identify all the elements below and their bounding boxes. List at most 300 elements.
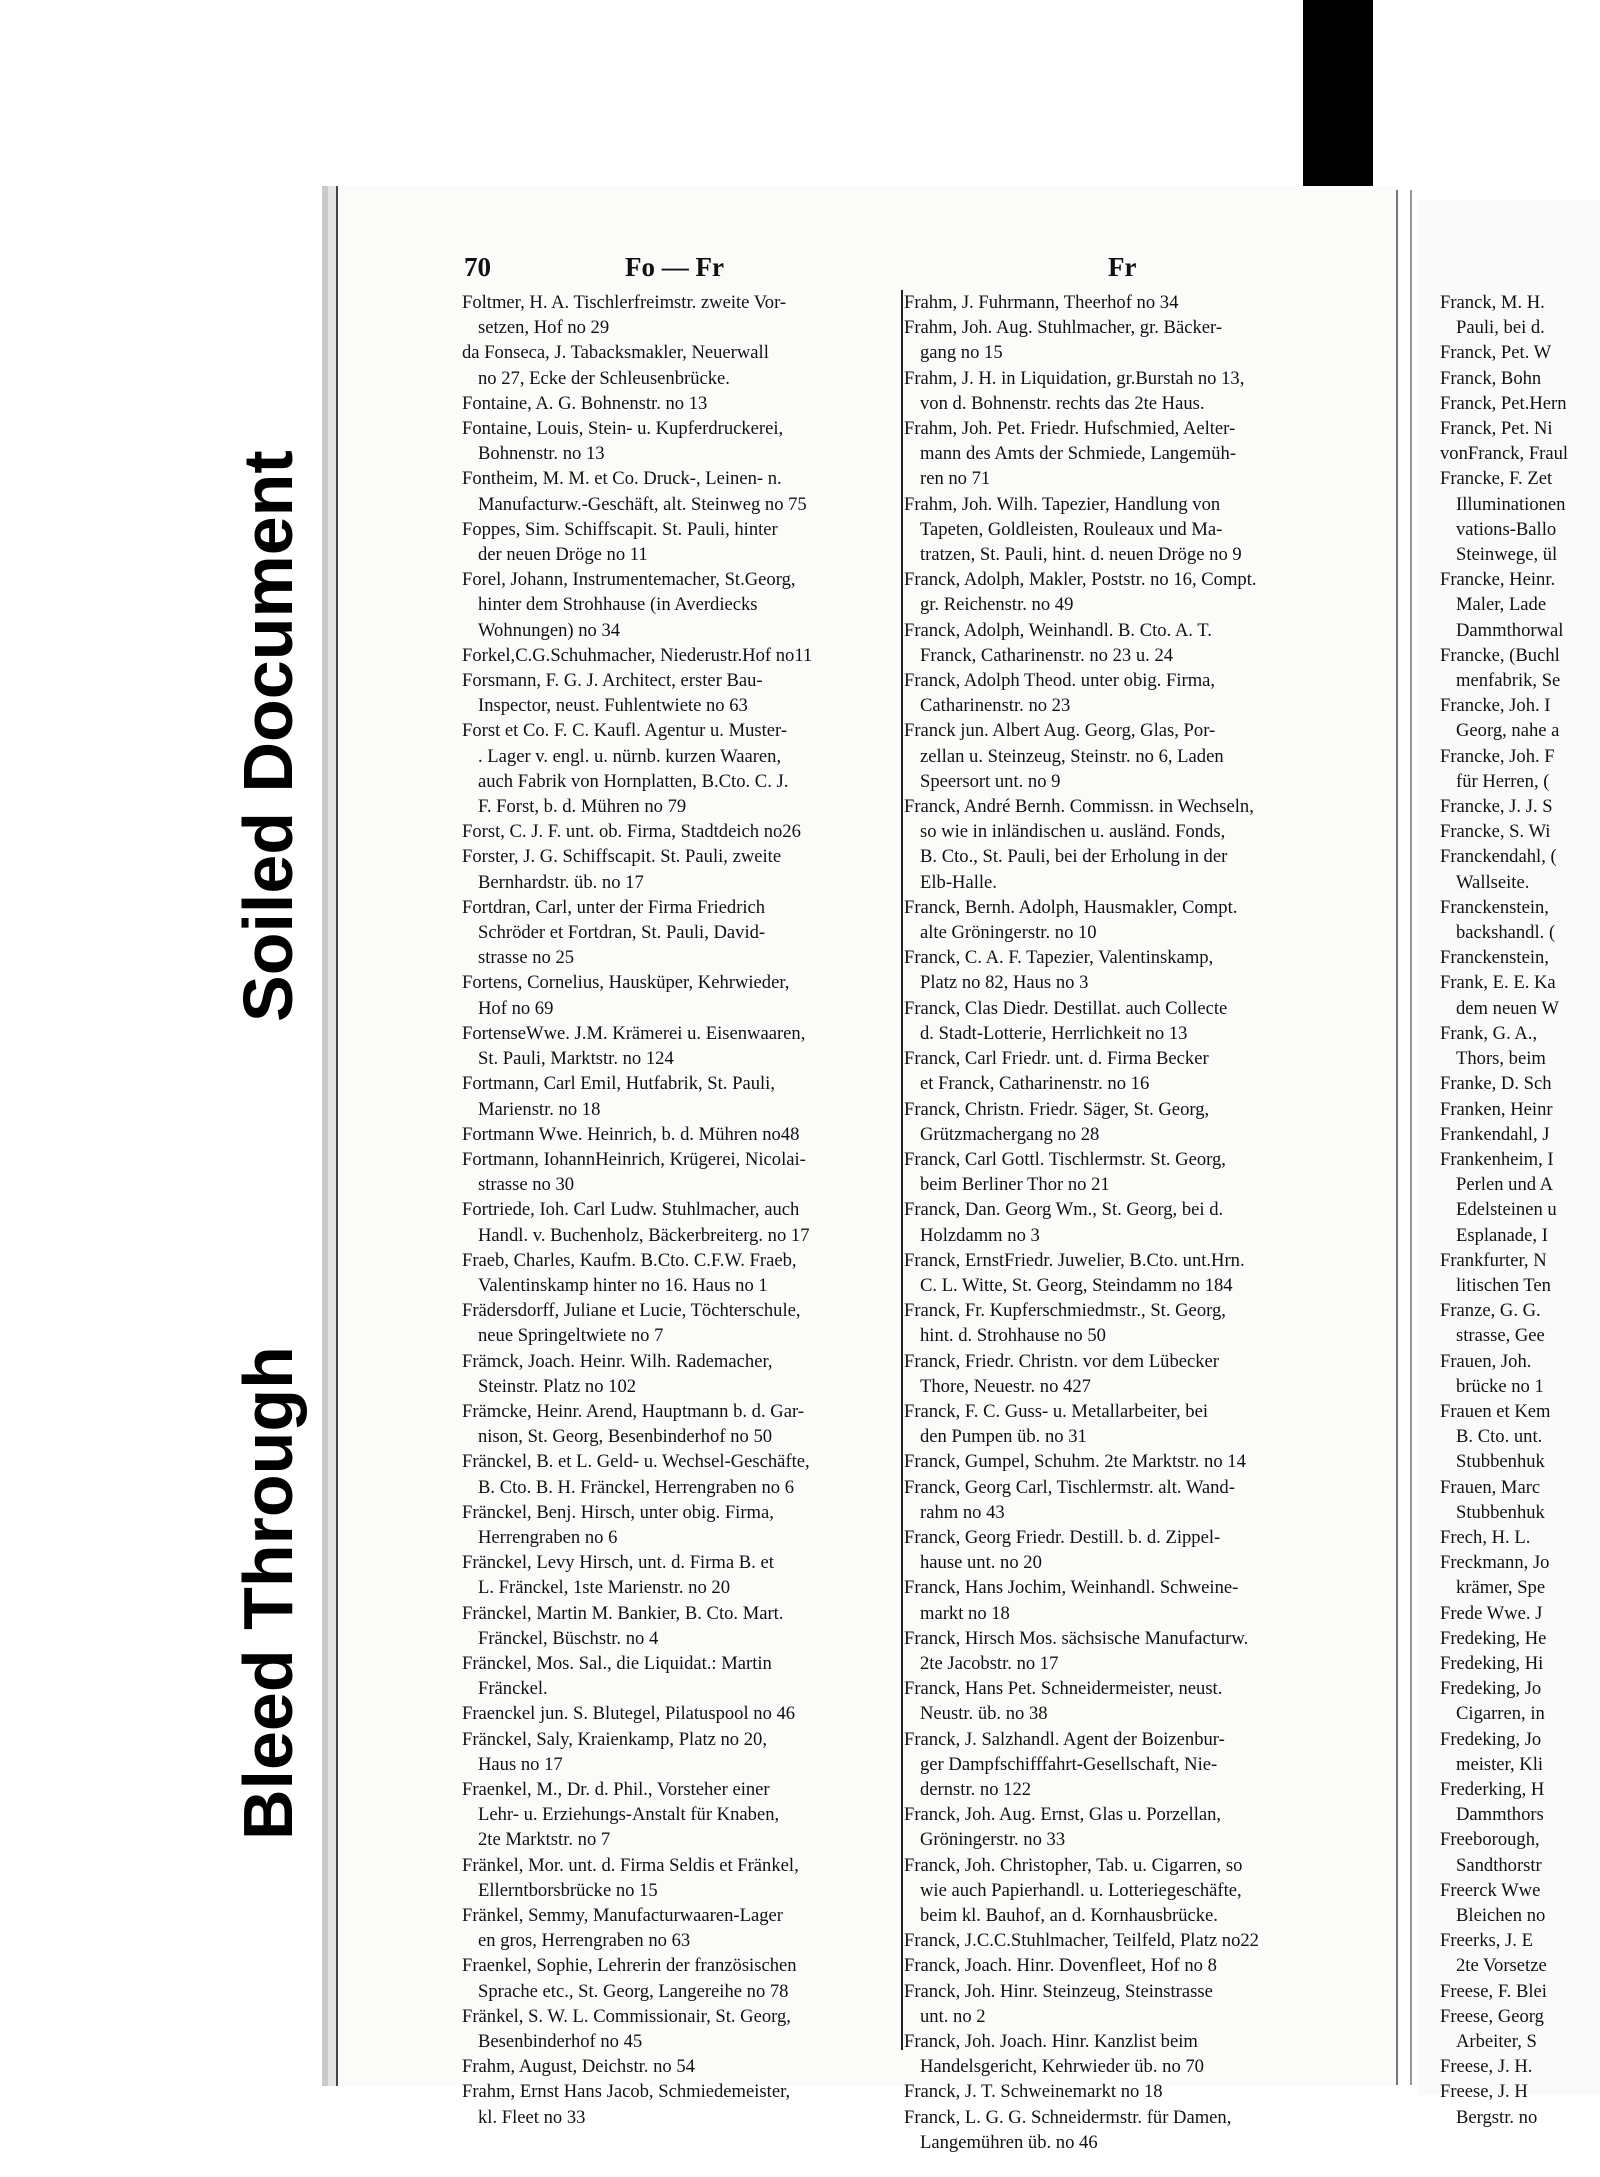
entry-line: Franck, André Bernh. Commissn. in Wechseln, <box>904 796 1254 818</box>
directory-entry <box>904 618 1356 668</box>
entry-continuation-line: Fränckel, Büschstr. no 4 <box>478 1627 659 1649</box>
partial-entry-line: Thors, beim <box>1456 1048 1546 1070</box>
directory-entry <box>904 1928 1356 1953</box>
entry-continuation-line: Handl. v. Buchenholz, Bäckerbreiterg. no 17 <box>478 1224 810 1246</box>
partial-entry-line: Perlen und A <box>1456 1174 1554 1196</box>
partial-entry-line: Franck, Pet.Hern <box>1440 392 1567 414</box>
partial-entry-line: Freese, F. Blei <box>1440 1980 1547 2002</box>
entry-continuation-line: Thore, Neuestr. no 427 <box>920 1375 1091 1397</box>
right-running-head: Fr <box>1108 252 1137 282</box>
partial-entry-line: Francke, J. J. S <box>1440 796 1553 818</box>
entry-line: Franck, ErnstFriedr. Juwelier, B.Cto. unt.Hrn. <box>904 1249 1245 1271</box>
directory-entry <box>904 718 1356 794</box>
partial-entry-line: Dammthors <box>1456 1804 1544 1826</box>
entry-line: Franck, L. G. G. Schneidermstr. für Damen, <box>904 2106 1232 2128</box>
entry-line: Franck jun. Albert Aug. Georg, Glas, Por- <box>904 720 1216 742</box>
soiled-label-box <box>208 420 327 1032</box>
entry-continuation-line: Speersort unt. no 9 <box>920 770 1061 792</box>
directory-entry <box>462 643 900 668</box>
entry-line: Franck, Adolph, Makler, Poststr. no 16, Compt. <box>904 569 1257 591</box>
entry-line: Franck, Georg Carl, Tischlermstr. alt. Wand- <box>904 1476 1235 1498</box>
directory-entry <box>462 1701 900 1726</box>
entry-continuation-line: Fränckel. <box>478 1678 548 1700</box>
entry-line: Frahm, Joh. Pet. Friedr. Hufschmied, Aelter- <box>904 418 1236 440</box>
partial-entry-line: backshandl. ( <box>1456 922 1556 944</box>
entry-line: Forsmann, F. G. J. Architect, erster Bau- <box>462 670 763 692</box>
partial-entry-line: Freese, J. H. <box>1440 2056 1533 2078</box>
entry-line: Fortmann Wwe. Heinrich, b. d. Mühren no48 <box>462 1123 800 1145</box>
page-number: 70 <box>464 252 491 282</box>
entry-line: Forst, C. J. F. unt. ob. Firma, Stadtdeich no26 <box>462 821 801 843</box>
directory-entry <box>904 1097 1356 1147</box>
directory-entry <box>904 290 1356 315</box>
entry-line: Franck, Adolph Theod. unter obig. Firma, <box>904 670 1216 692</box>
directory-entry <box>462 416 900 466</box>
left-running-head: Fo — Fr <box>625 252 724 282</box>
partial-entry-line: Georg, nahe a <box>1456 720 1560 742</box>
partial-entry-line: Frank, G. A., <box>1440 1022 1538 1044</box>
partial-entry-line: für Herren, ( <box>1456 770 1550 792</box>
partial-entry-line: vations-Ballo <box>1456 518 1557 540</box>
entry-continuation-line: Herrengraben no 6 <box>478 1526 618 1548</box>
directory-entry <box>904 492 1356 568</box>
entry-continuation-line: gr. Reichenstr. no 49 <box>920 594 1074 616</box>
partial-entry-line: Frauen, Joh. <box>1440 1350 1532 1372</box>
partial-entry-line: meister, Kli <box>1456 1753 1544 1775</box>
directory-entry <box>462 844 900 894</box>
directory-entry <box>462 2054 900 2079</box>
directory-entry <box>904 1727 1356 1803</box>
entry-line: Foppes, Sim. Schiffscapit. St. Pauli, hinter <box>462 518 778 540</box>
entry-line: Forkel,C.G.Schuhmacher, Niederustr.Hof no11 <box>462 644 813 666</box>
entry-line: Franck, Dan. Georg Wm., St. Georg, bei d. <box>904 1199 1224 1221</box>
entry-continuation-line: Tapeten, Goldleisten, Rouleaux und Ma- <box>920 518 1223 540</box>
partial-entry-line: Bleichen no <box>1456 1905 1546 1926</box>
directory-entry <box>462 1071 900 1121</box>
entry-line: Fränckel, Mos. Sal., die Liquidat.: Martin <box>462 1652 772 1674</box>
directory-entry <box>462 466 900 516</box>
entry-continuation-line: hinter dem Strohhause (in Averdiecks <box>478 594 758 616</box>
entry-line: Fränkel, Mor. unt. d. Firma Seldis et Fränkel, <box>462 1854 799 1876</box>
entry-line: Fränckel, Saly, Kraienkamp, Platz no 20, <box>462 1728 767 1750</box>
partial-entry-line: Frankenheim, I <box>1440 1148 1554 1170</box>
directory-entry <box>904 996 1356 1046</box>
directory-entry <box>904 567 1356 617</box>
entry-line: Franck, Carl Friedr. unt. d. Firma Becker <box>904 1048 1209 1070</box>
directory-entry <box>462 1727 900 1777</box>
entry-continuation-line: nison, St. Georg, Besenbinderhof no 50 <box>478 1426 773 1448</box>
entry-continuation-line: Handelsgericht, Kehrwieder üb. no 70 <box>920 2056 1204 2078</box>
column-divider <box>901 290 903 2050</box>
partial-entry-line: Francke, Joh. F <box>1440 745 1555 767</box>
partial-entry-line: litischen Ten <box>1456 1274 1551 1296</box>
partial-entry-line: Fredeking, He <box>1440 1627 1547 1649</box>
directory-entry <box>462 1903 900 1953</box>
partial-entry-line: Fredeking, Hi <box>1440 1652 1544 1674</box>
entry-line: Franck, C. A. F. Tapezier, Valentinskamp, <box>904 947 1214 969</box>
partial-entry-line: Sandthorstr <box>1456 1854 1542 1876</box>
partial-entry-line: brücke no 1 <box>1456 1375 1544 1397</box>
partial-entry-line: dem neuen W <box>1456 997 1559 1019</box>
entry-continuation-line: Bernhardstr. üb. no 17 <box>478 871 644 893</box>
partial-entry-line: Franck, Pet. Ni <box>1440 418 1553 440</box>
directory-entry <box>462 1601 900 1651</box>
entry-continuation-line: gang no 15 <box>920 342 1003 364</box>
directory-entry <box>904 794 1356 895</box>
partial-entry-line: strasse, Gee <box>1456 1325 1545 1347</box>
directory-entry <box>904 2029 1356 2079</box>
entry-line: Frahm, Ernst Hans Jacob, Schmiedemeister, <box>462 2081 791 2103</box>
partial-entry-line: Frankfurter, N <box>1440 1249 1547 1271</box>
directory-entry <box>904 1676 1356 1726</box>
entry-line: Forster, J. G. Schiffscapit. St. Pauli, zweite <box>462 846 782 868</box>
entry-line: Franck, Joh. Christopher, Tab. u. Cigarren, so <box>904 1854 1243 1876</box>
entry-continuation-line: 2te Jacobstr. no 17 <box>920 1652 1059 1674</box>
entry-continuation-line: Gröningerstr. no 33 <box>920 1829 1066 1851</box>
directory-entry <box>462 290 900 340</box>
partial-entry-line: Freckmann, Jo <box>1440 1552 1550 1574</box>
entry-continuation-line: 2te Marktstr. no 7 <box>478 1829 611 1851</box>
directory-entry <box>904 2105 1356 2155</box>
partial-entry-line: Stubbenhuk <box>1456 1451 1545 1473</box>
partial-entry-line: Frede Wwe. J <box>1440 1602 1543 1624</box>
entry-continuation-line: zellan u. Steinzeug, Steinstr. no 6, Laden <box>920 745 1224 767</box>
entry-continuation-line: wie auch Papierhandl. u. Lotteriegeschäfte, <box>920 1879 1242 1901</box>
entry-continuation-line: hause unt. no 20 <box>920 1552 1042 1574</box>
directory-entry <box>904 1147 1356 1197</box>
entry-line: Fortdran, Carl, unter der Firma Friedrich <box>462 896 766 918</box>
entry-continuation-line: setzen, Hof no 29 <box>478 317 610 339</box>
partial-entry-line: Francke, Joh. I <box>1440 695 1551 717</box>
entry-continuation-line: Manufacturw.-Geschäft, alt. Steinweg no 75 <box>478 493 807 515</box>
entry-continuation-line: Lehr- u. Erziehungs-Anstalt für Knaben, <box>478 1804 780 1826</box>
left-column <box>462 290 900 2130</box>
partial-entry-line: Frank, E. E. Ka <box>1440 972 1556 994</box>
entry-line: Fortriede, Ioh. Carl Ludw. Stuhlmacher, auch <box>462 1199 800 1221</box>
directory-entry <box>462 1147 900 1197</box>
entry-continuation-line: Hof no 69 <box>478 997 554 1019</box>
directory-entry <box>462 1853 900 1903</box>
partial-entry-line: Francke, S. Wi <box>1440 821 1551 843</box>
entry-continuation-line: L. Fränckel, 1ste Marienstr. no 20 <box>478 1577 730 1599</box>
partial-entry-line: Pauli, bei d. <box>1456 317 1545 339</box>
entry-continuation-line: Neustr. üb. no 38 <box>920 1703 1048 1725</box>
entry-line: Franck, Hirsch Mos. sächsische Manufacturw. <box>904 1627 1249 1649</box>
entry-continuation-line: markt no 18 <box>920 1602 1010 1624</box>
partial-entry-line: Francke, F. Zet <box>1440 468 1553 490</box>
entry-continuation-line: mann des Amts der Schmiede, Langemüh- <box>920 443 1237 465</box>
partial-entry-line: Franckendahl, ( <box>1440 846 1557 868</box>
entry-line: Fränkel, Semmy, Manufacturwaaren-Lager <box>462 1905 783 1926</box>
entry-continuation-line: alte Gröningerstr. no 10 <box>920 922 1097 944</box>
right-column <box>1440 290 1600 2130</box>
partial-entry-line: Franken, Heinr <box>1440 1098 1553 1120</box>
directory-entry <box>904 315 1356 365</box>
partial-entry-line: Illuminationen <box>1456 493 1566 515</box>
entry-line: Franck, Fr. Kupferschmiedmstr., St. Georg, <box>904 1300 1226 1322</box>
entry-line: Fortens, Cornelius, Hausküper, Kehrwieder, <box>462 972 790 994</box>
directory-entry <box>462 1651 900 1701</box>
partial-entry-line: Franck, M. H. <box>1440 292 1545 313</box>
directory-entry <box>462 1500 900 1550</box>
entry-continuation-line: ger Dampfschifffahrt-Gesellschaft, Nie- <box>920 1753 1218 1775</box>
partial-entry-line: Franke, D. Sch <box>1440 1073 1552 1095</box>
entry-continuation-line: Schröder et Fortdran, St. Pauli, David- <box>478 922 766 944</box>
partial-entry-line: Franck, Pet. W <box>1440 342 1552 364</box>
entry-line: Forel, Johann, Instrumentemacher, St.Georg, <box>462 569 796 591</box>
entry-line: Fränckel, Benj. Hirsch, unter obig. Firma, <box>462 1501 774 1523</box>
entry-continuation-line: rahm no 43 <box>920 1501 1005 1523</box>
directory-entry <box>462 970 900 1020</box>
partial-entry-line: Francke, (Buchl <box>1440 644 1560 666</box>
partial-entry-line: Fredeking, Jo <box>1440 1678 1542 1700</box>
entry-line: Franck, Hans Pet. Schneidermeister, neust. <box>904 1678 1223 1700</box>
entry-line: Frahm, J. H. in Liquidation, gr.Burstah no 13, <box>904 367 1245 389</box>
entry-line: Fränckel, Levy Hirsch, unt. d. Firma B. et <box>462 1552 774 1574</box>
directory-entry <box>904 1853 1356 1929</box>
directory-entry <box>462 819 900 844</box>
directory-entry <box>904 1626 1356 1676</box>
entry-line: Fontaine, A. G. Bohnenstr. no 13 <box>462 392 708 414</box>
directory-entry <box>462 340 900 390</box>
entry-continuation-line: Holzdamm no 3 <box>920 1224 1040 1246</box>
partial-entry-line: Stubbenhuk <box>1456 1501 1545 1523</box>
entry-line: Franck, Joh. Aug. Ernst, Glas u. Porzellan, <box>904 1804 1222 1826</box>
entry-line: Främck, Joach. Heinr. Wilh. Rademacher, <box>462 1350 773 1372</box>
entry-continuation-line: Inspector, neust. Fuhlentwiete no 63 <box>478 695 748 717</box>
entry-line: Franck, Joh. Hinr. Steinzeug, Steinstrasse <box>904 1980 1213 2002</box>
entry-line: Foltmer, H. A. Tischlerfreimstr. zweite Vor- <box>462 292 787 313</box>
entry-continuation-line: beim Berliner Thor no 21 <box>920 1174 1110 1196</box>
entry-line: Franck, Joach. Hinr. Dovenfleet, Hof no 8 <box>904 1955 1217 1977</box>
entry-line: Fraenckel jun. S. Blutegel, Pilatuspool no 46 <box>462 1703 796 1725</box>
partial-entry-line: menfabrik, Se <box>1456 670 1561 692</box>
entry-continuation-line: Ellerntborsbrücke no 15 <box>478 1879 658 1901</box>
entry-continuation-line: Langemühren üb. no 46 <box>920 2131 1098 2153</box>
directory-entry <box>904 1525 1356 1575</box>
entry-continuation-line: Sprache etc., St. Georg, Langereihe no 78 <box>478 1980 789 2002</box>
entry-continuation-line: en gros, Herrengraben no 63 <box>478 1930 691 1952</box>
entry-line: Franck, J.C.C.Stuhlmacher, Teilfeld, Platz no22 <box>904 1930 1259 1952</box>
entry-continuation-line: so wie in inländischen u. ausländ. Fonds, <box>920 821 1226 843</box>
partial-entry-line: Arbeiter, S <box>1456 2031 1537 2053</box>
entry-line: Fraenkel, M., Dr. d. Phil., Vorsteher einer <box>462 1778 770 1800</box>
entry-continuation-line: Steinstr. Platz no 102 <box>478 1375 637 1397</box>
entry-continuation-line: der neuen Dröge no 11 <box>478 544 648 566</box>
entry-line: Fontheim, M. M. et Co. Druck-, Leinen- n. <box>462 468 782 490</box>
entry-line: Fraeb, Charles, Kaufm. B.Cto. C.F.W. Fraeb, <box>462 1249 797 1271</box>
directory-entry <box>462 1349 900 1399</box>
partial-entry-line: Freeborough, <box>1440 1829 1540 1851</box>
partial-entry-line: Franck, Bohn <box>1440 367 1542 389</box>
directory-entry <box>462 1953 900 2003</box>
directory-entry <box>462 668 900 718</box>
directory-entry <box>462 2079 900 2129</box>
directory-entry <box>904 945 1356 995</box>
entry-continuation-line: Besenbinderhof no 45 <box>478 2031 643 2053</box>
partial-entry-line: Freese, J. H <box>1440 2081 1528 2103</box>
entry-line: Franck, Christn. Friedr. Säger, St. Georg, <box>904 1098 1210 1120</box>
entry-line: Frahm, August, Deichstr. no 54 <box>462 2056 695 2078</box>
directory-entry <box>904 366 1356 416</box>
directory-entry <box>904 2079 1356 2104</box>
partial-entry-line: Maler, Lade <box>1456 594 1547 616</box>
entry-line: Franck, J. Salzhandl. Agent der Boizenbur- <box>904 1728 1225 1750</box>
entry-continuation-line: F. Forst, b. d. Mühren no 79 <box>478 796 687 818</box>
entry-line: Frahm, J. Fuhrmann, Theerhof no 34 <box>904 292 1179 313</box>
directory-entry <box>462 517 900 567</box>
entry-line: Forst et Co. F. C. Kaufl. Agentur u. Muster- <box>462 720 788 742</box>
entry-continuation-line: unt. no 2 <box>920 2005 986 2027</box>
entry-continuation-line: Marienstr. no 18 <box>478 1098 601 1120</box>
entry-continuation-line: Platz no 82, Haus no 3 <box>920 972 1089 994</box>
partial-entry-line: Frederking, H <box>1440 1778 1545 1800</box>
entry-line: Fortmann, Carl Emil, Hutfabrik, St. Pauli, <box>462 1073 775 1095</box>
directory-entry <box>462 1122 900 1147</box>
entry-continuation-line: Grützmachergang no 28 <box>920 1123 1100 1145</box>
middle-column <box>904 290 1356 2155</box>
entry-line: Frahm, Joh. Aug. Stuhlmacher, gr. Bäcker- <box>904 317 1223 339</box>
directory-entry <box>462 1298 900 1348</box>
directory-entry <box>462 718 900 819</box>
entry-line: Franck, Joh. Joach. Hinr. Kanzlist beim <box>904 2031 1198 2053</box>
entry-line: FortenseWwe. J.M. Krämerei u. Eisenwaaren, <box>462 1022 806 1044</box>
entry-line: Franck, Clas Diedr. Destillat. auch Collecte <box>904 997 1228 1019</box>
entry-line: Fränkel, S. W. L. Commissionair, St. Georg, <box>462 2005 791 2027</box>
entry-continuation-line: Catharinenstr. no 23 <box>920 695 1071 717</box>
entry-line: Franck, Georg Friedr. Destill. b. d. Zippel- <box>904 1526 1221 1548</box>
entry-line: da Fonseca, J. Tabacksmakler, Neuerwall <box>462 342 769 364</box>
entry-continuation-line: Bohnenstr. no 13 <box>478 443 605 465</box>
bleed-through-label: Bleed Through <box>229 1346 307 1840</box>
entry-continuation-line: B. Cto. B. H. Fränckel, Herrengraben no 6 <box>478 1476 795 1498</box>
directory-entry <box>904 1399 1356 1449</box>
partial-entry-line: Franze, G. G. <box>1440 1300 1541 1322</box>
entry-line: Fränckel, B. et L. Geld- u. Wechsel-Geschäfte, <box>462 1451 810 1473</box>
directory-entry <box>462 1248 900 1298</box>
partial-entry-line: Edelsteinen u <box>1456 1199 1557 1221</box>
directory-entry <box>462 1021 900 1071</box>
entry-continuation-line: . Lager v. engl. u. nürnb. kurzen Waaren, <box>478 745 782 767</box>
entry-line: Franck, Gumpel, Schuhm. 2te Marktstr. no 14 <box>904 1451 1246 1473</box>
entry-continuation-line: beim kl. Bauhof, an d. Kornhausbrücke. <box>920 1905 1218 1926</box>
directory-entry <box>904 1298 1356 1348</box>
entry-continuation-line: neue Springeltwiete no 7 <box>478 1325 664 1347</box>
partial-entry-line: Dammthorwal <box>1456 619 1564 641</box>
entry-line: Franck, Friedr. Christn. vor dem Lübecker <box>904 1350 1219 1372</box>
entry-line: Fortmann, IohannHeinrich, Krügerei, Nicolai- <box>462 1148 806 1170</box>
entry-continuation-line: Wohnungen) no 34 <box>478 619 621 641</box>
entry-continuation-line: dernstr. no 122 <box>920 1778 1032 1800</box>
partial-entry-line: Fredeking, Jo <box>1440 1728 1542 1750</box>
directory-entry <box>462 895 900 971</box>
entry-continuation-line: strasse no 25 <box>478 947 575 969</box>
entry-continuation-line: Haus no 17 <box>478 1753 563 1775</box>
partial-entry-line: 2te Vorsetze <box>1456 1955 1547 1977</box>
directory-entry <box>462 1449 900 1499</box>
entry-line: Fontaine, Louis, Stein- u. Kupferdruckerei, <box>462 418 784 440</box>
partial-entry-line: Freerck Wwe <box>1440 1879 1541 1901</box>
entry-continuation-line: C. L. Witte, St. Georg, Steindamm no 184 <box>920 1274 1233 1296</box>
partial-entry-line: Frankendahl, J <box>1440 1123 1550 1145</box>
partial-entry-line: Franckenstein, <box>1440 947 1549 969</box>
entry-line: Franck, Adolph, Weinhandl. B. Cto. A. T. <box>904 619 1212 641</box>
partial-entry-line: Franckenstein, <box>1440 896 1549 918</box>
entry-continuation-line: Elb-Halle. <box>920 871 997 893</box>
soiled-document-label: Soiled Document <box>229 450 307 1022</box>
page-edge-line <box>1410 190 1412 2085</box>
directory-entry <box>904 1575 1356 1625</box>
entry-continuation-line: d. Stadt-Lotterie, Herrlichkeit no 13 <box>920 1022 1188 1044</box>
partial-entry-line: vonFranck, Fraul <box>1440 443 1569 465</box>
partial-entry-line: Esplanade, I <box>1456 1224 1548 1246</box>
directory-entry <box>904 1349 1356 1399</box>
page-edge-line <box>1396 190 1398 2085</box>
partial-entry-line: Frauen et Kem <box>1440 1400 1551 1422</box>
directory-entry <box>462 391 900 416</box>
directory-entry <box>904 1197 1356 1247</box>
entry-line: Franck, Carl Gottl. Tischlermstr. St. Georg, <box>904 1148 1226 1170</box>
partial-entry-line: Freese, Georg <box>1440 2005 1544 2027</box>
directory-entry <box>904 1802 1356 1852</box>
directory-entry <box>462 1550 900 1600</box>
partial-entry-line: Frech, H. L. <box>1440 1526 1531 1548</box>
directory-entry <box>904 1248 1356 1298</box>
entry-continuation-line: hint. d. Strohhause no 50 <box>920 1325 1106 1347</box>
entry-line: Främcke, Heinr. Arend, Hauptmann b. d. Gar- <box>462 1400 804 1422</box>
entry-line: Fränckel, Martin M. Bankier, B. Cto. Mart. <box>462 1602 784 1624</box>
directory-entry <box>462 567 900 643</box>
directory-entry <box>462 1197 900 1247</box>
entry-continuation-line: Valentinskamp hinter no 16. Haus no 1 <box>478 1274 768 1296</box>
partial-entry-line: Francke, Heinr. <box>1440 569 1556 591</box>
partial-entry-line: krämer, Spe <box>1456 1577 1546 1599</box>
entry-continuation-line: ren no 71 <box>920 468 991 490</box>
directory-entry <box>904 416 1356 492</box>
directory-entry <box>462 1399 900 1449</box>
partial-entry-line: Steinwege, ül <box>1456 544 1558 566</box>
partial-entry-line: Cigarren, in <box>1456 1703 1545 1725</box>
partial-entry-line: Bergstr. no <box>1456 2106 1538 2128</box>
entry-line: Franck, F. C. Guss- u. Metallarbeiter, bei <box>904 1400 1208 1422</box>
entry-continuation-line: no 27, Ecke der Schleusenbrücke. <box>478 367 730 389</box>
partial-entry-line: Wallseite. <box>1456 871 1530 893</box>
entry-continuation-line: Franck, Catharinenstr. no 23 u. 24 <box>920 644 1174 666</box>
entry-continuation-line: den Pumpen üb. no 31 <box>920 1426 1087 1448</box>
partial-entry-line: Frauen, Marc <box>1440 1476 1541 1498</box>
entry-continuation-line: auch Fabrik von Hornplatten, B.Cto. C. J. <box>478 770 789 792</box>
directory-entry <box>904 1449 1356 1474</box>
entry-line: Franck, Bernh. Adolph, Hausmakler, Compt. <box>904 896 1238 918</box>
entry-line: Frädersdorff, Juliane et Lucie, Töchterschule, <box>462 1300 801 1322</box>
partial-entry-line: B. Cto. unt. <box>1456 1426 1543 1448</box>
entry-continuation-line: St. Pauli, Marktstr. no 124 <box>478 1048 674 1070</box>
directory-entry <box>904 1979 1356 2029</box>
entry-continuation-line: B. Cto., St. Pauli, bei der Erholung in der <box>920 846 1228 868</box>
directory-entry <box>904 1475 1356 1525</box>
entry-line: Franck, Hans Jochim, Weinhandl. Schweine- <box>904 1577 1239 1599</box>
directory-entry <box>462 1777 900 1853</box>
bleed-label-box <box>208 1296 327 1850</box>
entry-continuation-line: et Franck, Catharinenstr. no 16 <box>920 1073 1150 1095</box>
partial-entry-line: Freerks, J. E <box>1440 1930 1533 1952</box>
entry-continuation-line: von d. Bohnenstr. rechts das 2te Haus. <box>920 392 1205 414</box>
entry-continuation-line: kl. Fleet no 33 <box>478 2106 586 2128</box>
directory-entry <box>904 895 1356 945</box>
directory-entry <box>904 1953 1356 1978</box>
entry-continuation-line: strasse no 30 <box>478 1174 575 1196</box>
directory-entry <box>904 668 1356 718</box>
